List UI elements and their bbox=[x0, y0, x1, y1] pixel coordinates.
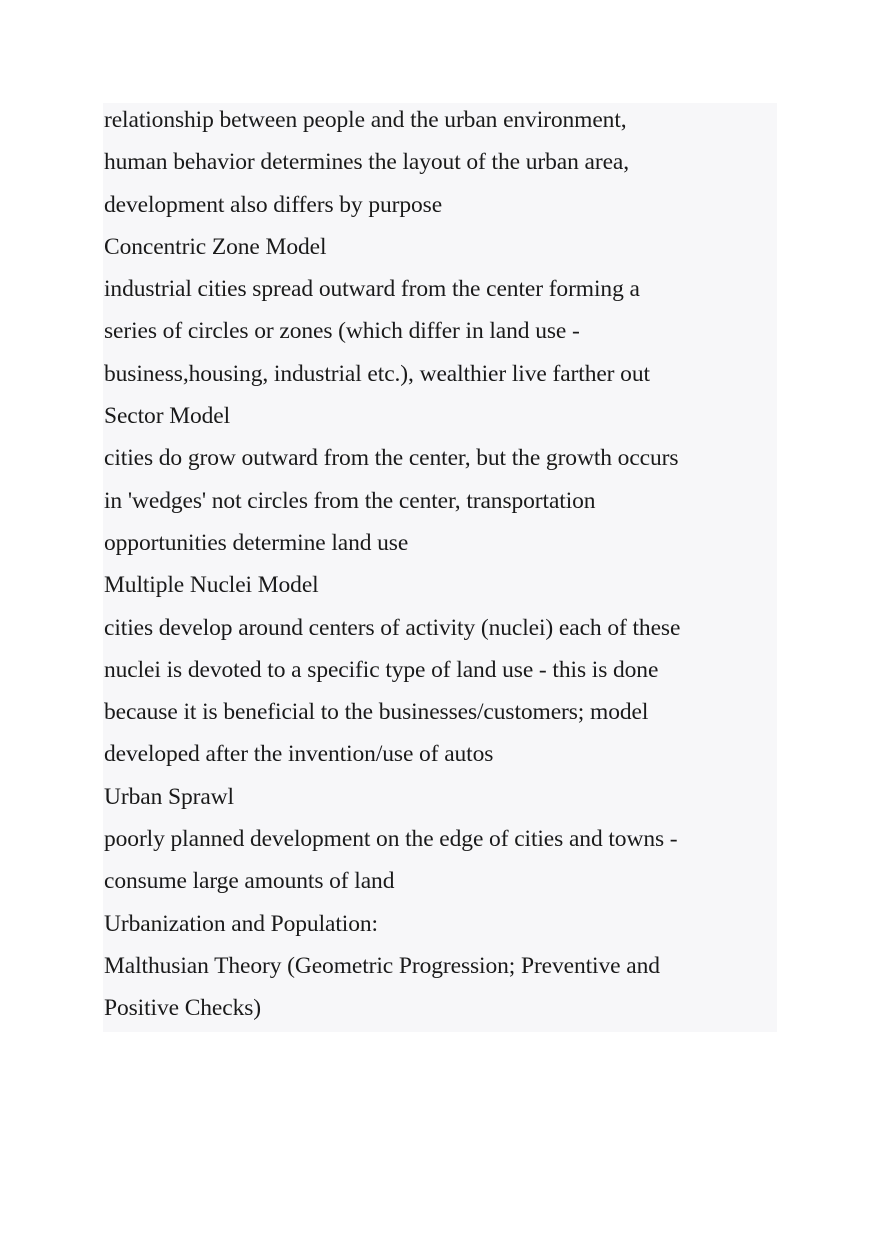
text-line: opportunities determine land use bbox=[104, 529, 409, 556]
text-line: nuclei is devoted to a specific type of land use - this is done bbox=[104, 656, 659, 683]
document-text bbox=[104, 99, 680, 1030]
text-line: cities do grow outward from the center, but the growth occurs bbox=[104, 445, 679, 472]
section-heading-sector-model: Sector Model bbox=[104, 403, 231, 430]
section-heading-urbanization-and-population: Urbanization and Population: bbox=[104, 910, 378, 937]
text-line: business,housing, industrial etc.), wealthier live farther out bbox=[104, 360, 650, 387]
text-line: relationship between people and the urban environment, bbox=[104, 107, 627, 133]
text-line: Malthusian Theory (Geometric Progression; Preventive and bbox=[104, 952, 660, 979]
text-line: Positive Checks) bbox=[104, 995, 262, 1022]
text-line: developed after the invention/use of autos bbox=[104, 741, 494, 768]
text-line: because it is beneficial to the businesses/customers; model bbox=[104, 699, 649, 726]
text-line: consume large amounts of land bbox=[104, 868, 395, 895]
text-line: development also differs by purpose bbox=[104, 191, 443, 218]
text-line: cities develop around centers of activity (nuclei) each of these bbox=[104, 614, 681, 641]
text-line: human behavior determines the layout of the urban area, bbox=[104, 149, 630, 176]
text-line: in 'wedges' not circles from the center, transportation bbox=[104, 487, 596, 514]
text-line: industrial cities spread outward from the center forming a bbox=[104, 276, 640, 303]
section-heading-urban-sprawl: Urban Sprawl bbox=[104, 783, 234, 810]
text-panel bbox=[103, 103, 777, 1032]
section-heading-concentric-zone-model: Concentric Zone Model bbox=[104, 233, 327, 260]
text-line: poorly planned development on the edge of cities and towns - bbox=[104, 826, 678, 853]
section-heading-multiple-nuclei-model: Multiple Nuclei Model bbox=[104, 572, 319, 599]
text-line: series of circles or zones (which differ in land use - bbox=[104, 318, 580, 345]
